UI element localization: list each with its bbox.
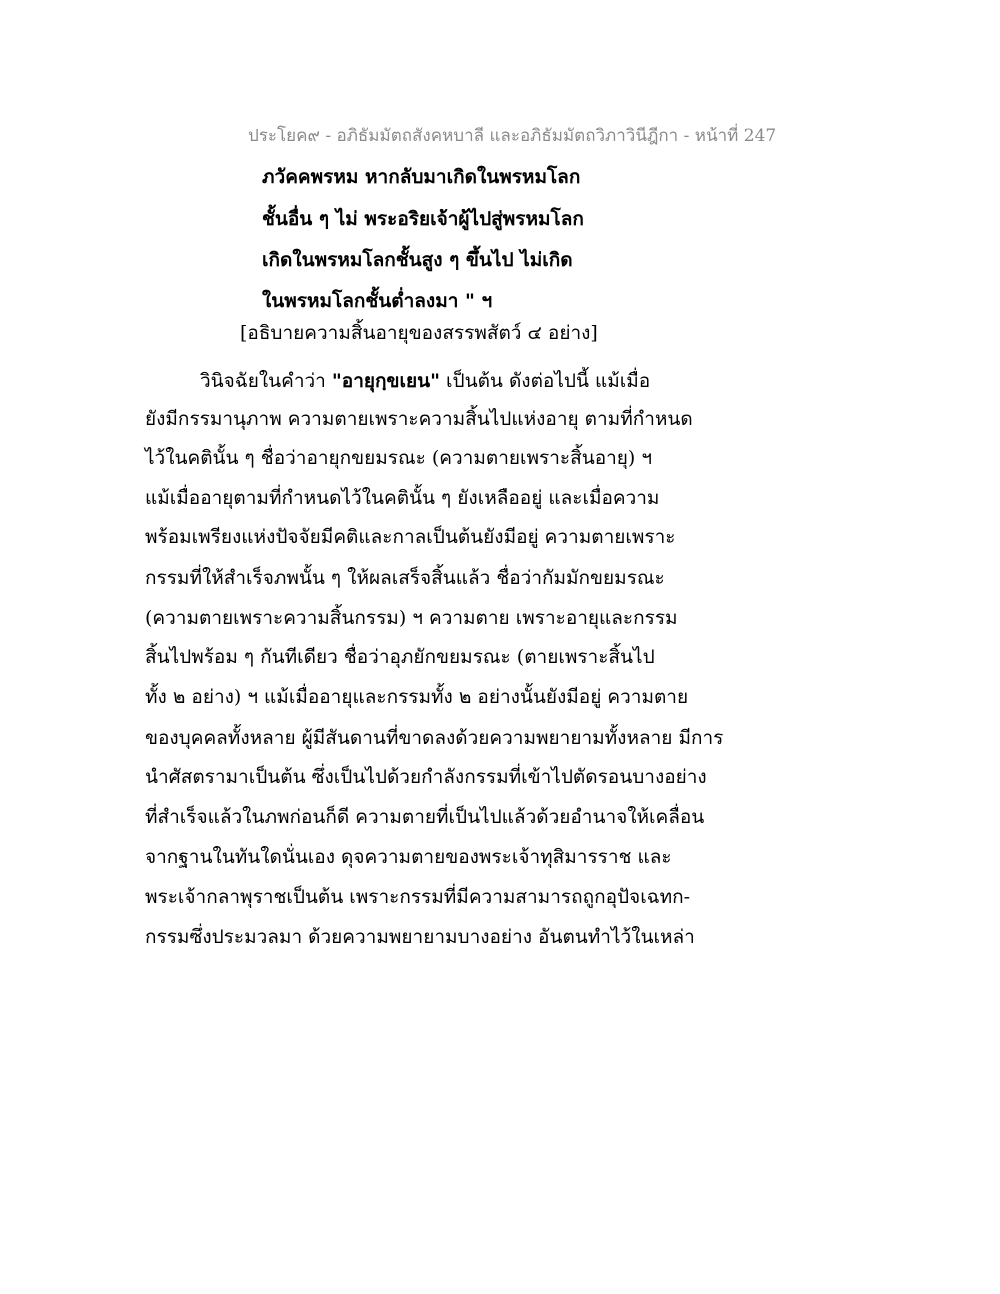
paragraph-line: (ความตายเพราะความสิ้นกรรม) ฯ ความตาย เพราะอายุและกรรม (145, 607, 678, 629)
verse-line: ภวัคคพรหม หากลับมาเกิดในพรหมโลก (262, 166, 581, 188)
paragraph-line: กรรมที่ให้สำเร็จภพนั้น ๆ ให้ผลเสร็จสิ้นแล้ว ชื่อว่ากัมมักขยมรณะ (145, 567, 665, 589)
section-heading: [อธิบายความสิ้นอายุของสรรพสัตว์ ๔ อย่าง] (240, 322, 598, 344)
text-segment: วินิจฉัยในคำว่า (200, 370, 332, 392)
paragraph-line: แม้เมื่ออายุตามที่กำหนดไว้ในคตินั้น ๆ ยังเหลืออยู่ และเมื่อความ (145, 487, 660, 509)
paragraph-line: พระเจ้ากลาพุราชเป็นต้น เพราะกรรมที่มีความสามารถถูกอุปัจเฉทก- (145, 886, 691, 908)
paragraph-line: ยังมีกรรมานุภาพ ความตายเพราะความสิ้นไปแห่งอายุ ตามที่กำหนด (145, 408, 693, 430)
verse-line: ชั้นอื่น ๆ ไม่ พระอริยเจ้าผู้ไปสู่พรหมโลก (262, 208, 584, 230)
paragraph-line: ของบุคคลทั้งหลาย ผู้มีสันดานที่ขาดลงด้วยความพยายามทั้งหลาย มีการ (145, 727, 724, 749)
text-segment: เป็นต้น ดังต่อไปนี้ แม้เมื่อ (440, 370, 651, 392)
verse-line: ในพรหมโลกชั้นต่ำลงมา " ฯ (262, 290, 493, 312)
pali-term: "อายุกฺขเยน" (331, 370, 441, 392)
paragraph-first-line (200, 366, 650, 396)
paragraph-line: จากฐานในทันใดนั่นเอง ดุจความตายของพระเจ้าทุสิมารราช และ (145, 846, 672, 868)
paragraph-line: นำศัสตรามาเป็นต้น ซึ่งเป็นไปด้วยกำลังกรรมที่เข้าไปตัดรอนบางอย่าง (145, 766, 707, 788)
verse-line: เกิดในพรหมโลกชั้นสูง ๆ ขึ้นไป ไม่เกิด (262, 249, 573, 271)
paragraph-line: ที่สำเร็จแล้วในภพก่อนก็ดี ความตายที่เป็นไปแล้วด้วยอำนาจให้เคลื่อน (145, 806, 705, 828)
paragraph-line: ไว้ในคตินั้น ๆ ชื่อว่าอายุกขยมรณะ (ความตายเพราะสิ้นอายุ) ฯ (145, 447, 653, 469)
paragraph-line: ทั้ง ๒ อย่าง) ฯ แม้เมื่ออายุและกรรมทั้ง ๒ อย่างนั้นยังมีอยู่ ความตาย (145, 686, 689, 708)
paragraph-line: สิ้นไปพร้อม ๆ กันทีเดียว ชื่อว่าอุภยักขยมรณะ (ตายเพราะสิ้นไป (145, 646, 655, 668)
page-header: ประโยค๙ - อภิธัมมัตถสังคหบาลี และอภิธัมมัตถวิภาวินีฎีกา - หน้าที่ 247 (248, 126, 777, 146)
paragraph-line: กรรมซึ่งประมวลมา ด้วยความพยายามบางอย่าง อันตนทำไว้ในเหล่า (145, 926, 695, 948)
paragraph-line: พร้อมเพรียงแห่งปัจจัยมีคติและกาลเป็นต้นยังมีอยู่ ความตายเพราะ (145, 526, 676, 548)
